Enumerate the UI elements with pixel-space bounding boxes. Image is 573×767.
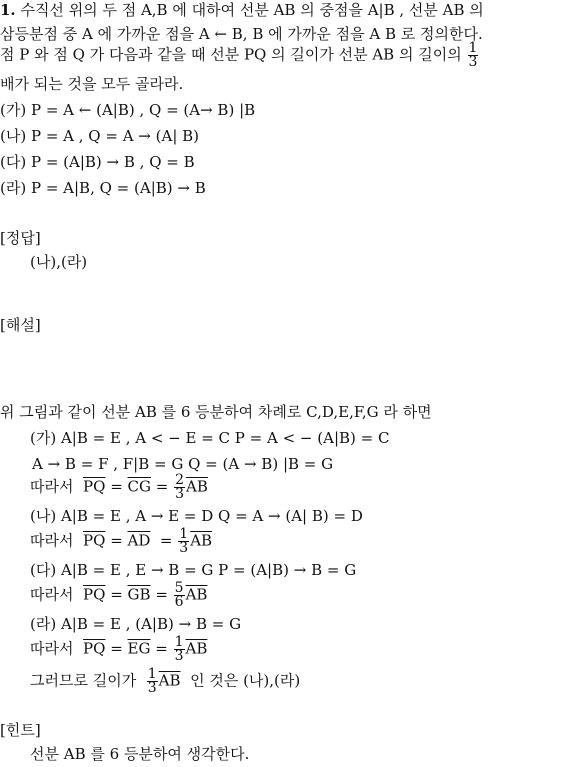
explanation-intro: 위 그림과 같이 선분 AB 를 6 등분하여 차례로 C,D,E,F,G 라 하면 bbox=[0, 403, 432, 421]
explanation-heading: [해설] bbox=[0, 316, 41, 334]
problem-fraction: $\frac{1}{3}$ bbox=[468, 40, 478, 70]
fraction: $\frac{2}{3}$ bbox=[175, 472, 185, 502]
explanation-da-result: 따라서 $\overline{PQ} = \overline{GB}$ = $\frac{5}{6}$ $\overline{AB}$ bbox=[30, 580, 208, 610]
explanation-na-line1: (나) A|B = E , A → E = D Q = A → (A| B) = D bbox=[30, 507, 363, 525]
problem-line-2: 삼등분점 중 A 에 가까운 점을 A ← B, B 에 가까운 점을 A B 로 정의한다. bbox=[0, 25, 483, 43]
explanation-da-line1: (다) A|B = E , E → B = G P = (A|B) → B = G bbox=[30, 561, 357, 579]
explanation-ra-result: 따라서 $\overline{PQ} = \overline{EG}$ = $\frac{1}{3}$ $\overline{AB}$ bbox=[30, 634, 208, 664]
answer-value: (나),(라) bbox=[30, 253, 88, 271]
explanation-ga-line1: (가) A|B = E , A < − E = C P = A < − (A|B) = C bbox=[30, 429, 390, 447]
problem-line-1: 1. 수직선 위의 두 점 A,B 에 대하여 선분 AB 의 중점을 A|B , 선분 AB 의 bbox=[0, 1, 484, 19]
explanation-ga-result: 따라서 $\overline{PQ} = \overline{CG}$ = $\frac{2}{3}$ $\overline{AB}$ bbox=[30, 472, 208, 502]
choice-da: (다) P = (A|B) → B , Q = B bbox=[0, 153, 195, 171]
problem-line-4: 배가 되는 것을 모두 골라라. bbox=[0, 75, 184, 93]
explanation-ga-line2: A → B = F , F|B = G Q = (A → B) |B = G bbox=[32, 455, 334, 473]
problem-line-3: 점 P 와 점 Q 가 다음과 같을 때 선분 PQ 의 길이가 선분 AB 의 길이의 $\frac{1}{3}$ bbox=[0, 40, 478, 70]
explanation-conclusion: 그러므로 길이가 $\frac{1}{3}$ $\overline{AB}$ 인 것은 (나),(라) bbox=[30, 666, 301, 696]
explanation-ra-line1: (라) A|B = E , (A|B) → B = G bbox=[30, 615, 242, 633]
answer-heading: [정답] bbox=[0, 229, 41, 247]
fraction: $\frac{1}{3}$ bbox=[179, 526, 189, 556]
choice-ra: (라) P = A|B, Q = (A|B) → B bbox=[0, 179, 206, 197]
choice-na: (나) P = A , Q = A → (A| B) bbox=[0, 127, 200, 145]
problem-number: 1. bbox=[0, 1, 16, 19]
choice-ga: (가) P = A ← (A|B) , Q = (A→ B) |B bbox=[0, 101, 256, 119]
fraction: $\frac{5}{6}$ bbox=[174, 580, 184, 610]
fraction: $\frac{1}{3}$ bbox=[174, 634, 184, 664]
hint-heading: [힌트] bbox=[0, 721, 41, 739]
explanation-na-result: 따라서 $\overline{PQ} = \overline{AD}$ = $\frac{1}{3}$ $\overline{AB}$ bbox=[30, 526, 213, 556]
hint-text: 선분 AB 를 6 등분하여 생각한다. bbox=[30, 745, 250, 763]
fraction: $\frac{1}{3}$ bbox=[147, 666, 157, 696]
